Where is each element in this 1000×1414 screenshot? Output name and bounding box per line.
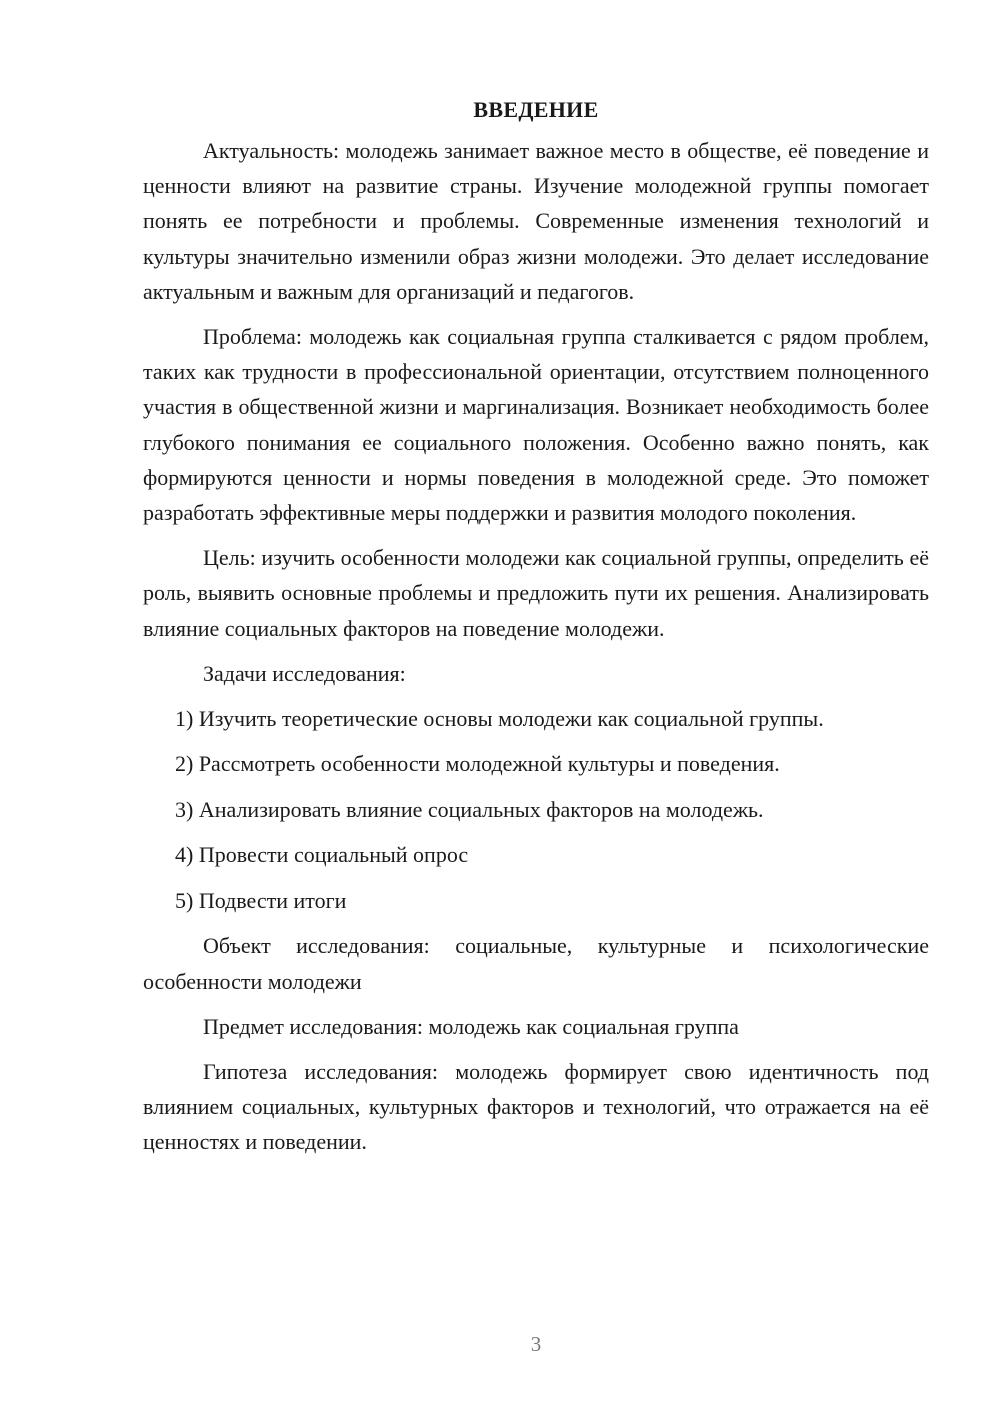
- goal-paragraph: Цель: изучить особенности молодежи как социальной группы, определить её роль, выявить основные проблемы и предложить пути их решения. Анализировать влияние социальных факторов на поведение молодежи.: [143, 545, 929, 641]
- problem-paragraph: Проблема: молодежь как социальная группа сталкивается с рядом проблем, таких как трудности в профессиональной ориентации, отсутствием полноценного участия в общественной жизни и маргинализация. Возникает необходимость более глубокого понимания ее социального положения. Особенно важно понять, как формируются ценности и нормы поведения в молодежной среде. Это поможет разработать эффективные меры поддержки и развития молодого поколения.: [143, 324, 929, 526]
- document-body: [143, 92, 929, 1170]
- list-item: 5) Подвести итоги: [175, 887, 347, 913]
- page-title: ВВЕДЕНИЕ: [473, 97, 599, 122]
- list-item: 2) Рассмотреть особенности молодежной культуры и поведения.: [175, 751, 780, 777]
- list-item: 3) Анализировать влияние социальных факторов на молодежь.: [175, 796, 764, 822]
- tasks-list: [143, 701, 929, 918]
- relevance-paragraph: Актуальность: молодежь занимает важное место в обществе, её поведение и ценности влияют на развитие страны. Изучение молодежной группы помогает понять ее потребности и проблемы. Современные изменения технологий и культуры значительно изменили образ жизни молодежи. Это делает исследование актуальным и важным для организаций и педагогов.: [143, 138, 929, 304]
- subject-paragraph: Предмет исследования: молодежь как социальная группа: [203, 1013, 739, 1039]
- list-item: 4) Провести социальный опрос: [175, 842, 469, 868]
- list-item: 1) Изучить теоретические основы молодежи как социальной группы.: [175, 705, 824, 731]
- object-paragraph: Объект исследования: социальные, культурные и психологические особенности молодежи: [143, 933, 929, 994]
- page-number: 3: [530, 1332, 542, 1356]
- tasks-heading: Задачи исследования:: [203, 660, 406, 686]
- hypothesis-paragraph: Гипотеза исследования: молодежь формирует свою идентичность под влиянием социальных, культурных факторов и технологий, что отражается на её ценностях и поведении.: [143, 1058, 929, 1155]
